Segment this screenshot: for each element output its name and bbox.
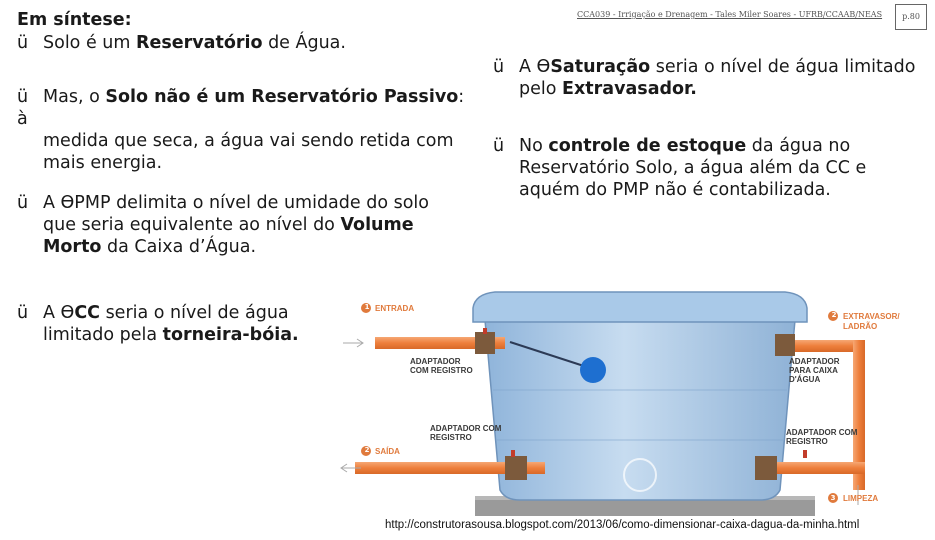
water-tank-diagram — [335, 280, 895, 520]
label-adaptador-registro-limpeza: ADAPTADOR COM REGISTRO — [786, 428, 858, 446]
step-entrada-label: ENTRADA — [375, 304, 415, 313]
step-limpeza-label: LIMPEZA — [843, 494, 879, 503]
check-icon: ü — [17, 33, 29, 53]
step-1-number: 1 — [364, 303, 370, 311]
page-number: p.80 — [895, 4, 927, 30]
check-icon: ü — [17, 303, 29, 323]
label-adaptador-registro-saida: ADAPTADOR COM REGISTRO — [430, 424, 502, 442]
step-3-number: 2 — [831, 311, 837, 319]
label-adaptador-registro-entrada: ADAPTADOR COM REGISTRO — [410, 357, 473, 375]
step-extravasor-label: EXTRAVASOR/ LADRÃO — [843, 312, 900, 331]
check-icon: ü — [493, 136, 505, 156]
bullet-cc: ü A ϴCC seria o nível de água limitado pela torneira-bóia. — [17, 303, 299, 345]
float-ball — [580, 357, 606, 383]
check-icon: ü — [493, 57, 505, 77]
check-icon: ü — [17, 193, 29, 213]
check-icon: ü — [17, 87, 29, 107]
bullet-not-passive: ü Mas, o Solo não é um Reservatório Passivo: à medida que seca, a água vai sendo retida com mais energia. — [17, 87, 465, 173]
label-adaptador-caixa: ADAPTADOR PARA CAIXA D'ÁGUA — [789, 357, 840, 384]
bullet-pmp: ü A ϴPMP delimita o nível de umidade do solo que seria equivalente ao nível do Volume Morto da Caixa d’Água. — [17, 193, 429, 257]
tank-lid — [473, 292, 807, 322]
step-saida-label: SAÍDA — [375, 447, 400, 456]
bullet-saturation: ü A ϴSaturação seria o nível de água limitado pelo Extravasador. — [493, 57, 916, 99]
bullet-stock-control: ü No controle de estoque da água no Reservatório Solo, a água além da CC e aquém do PMP não é contabilizada. — [493, 136, 867, 200]
step-4-number: 3 — [830, 494, 836, 502]
summary-heading: Em síntese: — [17, 10, 132, 30]
step-2-number: 2 — [364, 446, 370, 454]
course-header: CCA039 - Irrigação e Drenagem - Tales Miler Soares - UFRB/CCAAB/NEAS — [577, 10, 883, 19]
bullet-reservoir: ü Solo é um Reservatório de Água. — [17, 33, 346, 53]
source-url: http://construtorasousa.blogspot.com/2013/06/como-dimensionar-caixa-dagua-da-minha.html — [385, 519, 860, 531]
